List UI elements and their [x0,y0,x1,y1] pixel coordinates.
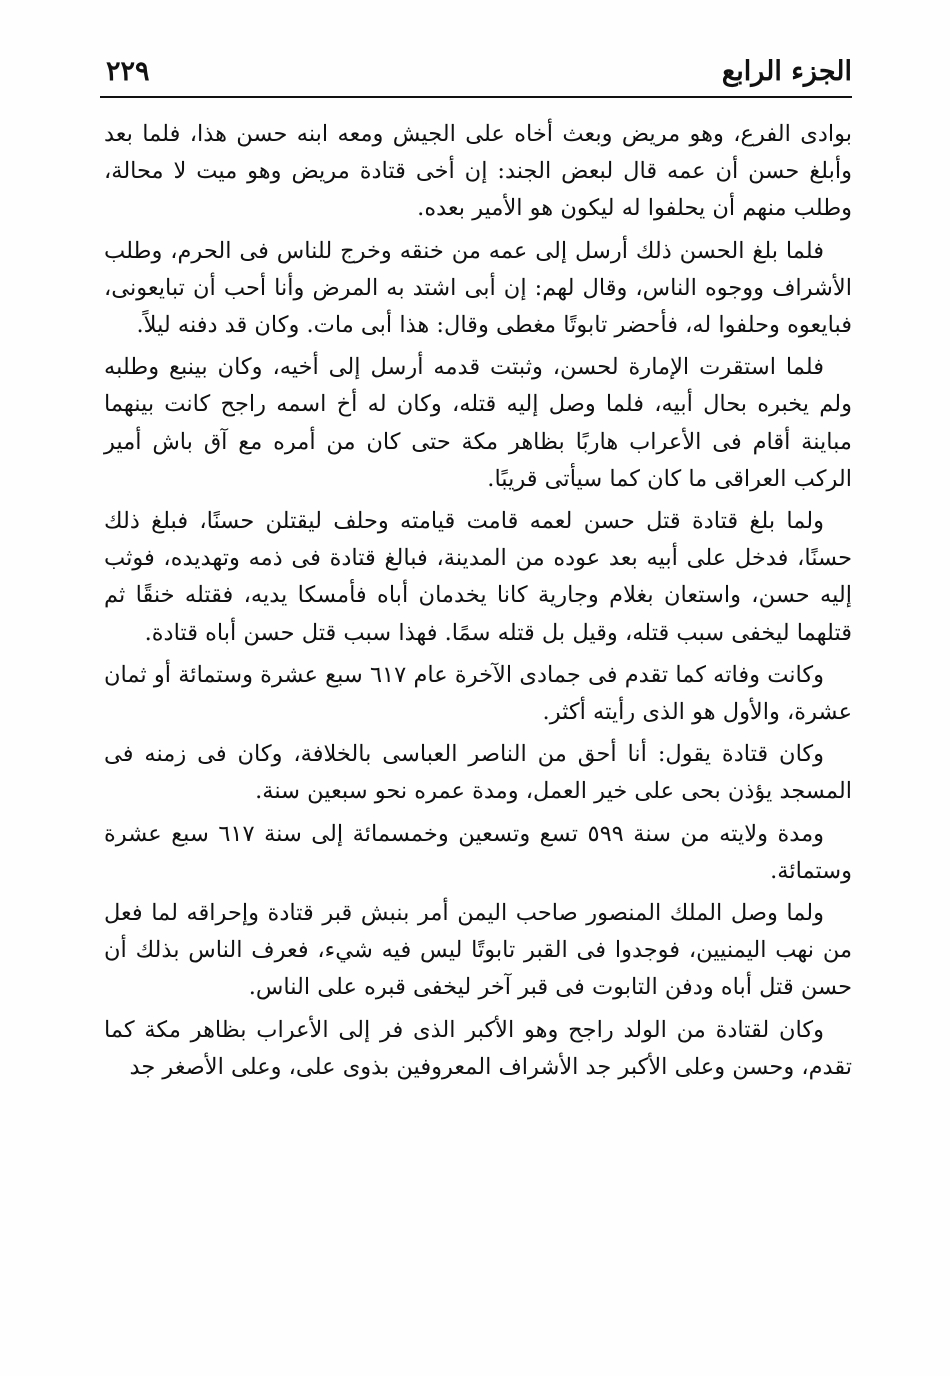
paragraph: ومدة ولايته من سنة ٥٩٩ تسع وتسعين وخمسمائة إلى سنة ٦١٧ سبع عشرة وستمائة. [104,820,852,884]
running-title: الجزء الرابع [721,56,852,87]
paragraph: ولما بلغ قتادة قتل حسن لعمه قامت قيامته وحلف ليقتلن حسنًا، فبلغ ذلك حسنًا، فدخل على أبيه بعد عوده من المدينة، فبالغ قتادة فى ذمه وتهديده، فوثب إليه حسن، واستعان بغلام وجارية كانا يخدمان أباه فأمسكا يديه، فقتله خنقًا ثم قتلهما ليخفى سبب قتله، وقيل بل قتله سمًا. فهذا سبب قتل حسن أباه قتادة. [104,508,852,646]
paragraph: ولما وصل الملك المنصور صاحب اليمن أمر بنبش قبر قتادة وإحراقه لما فعل من نهب اليمنيين، فوجدوا فى القبر تابوتًا ليس فيه شيء، فعرف الناس بذلك أن حسن قتل أباه ودفن التابوت فى قبر آخر ليخفى قبره على الناس. [104,900,852,1001]
paragraph: فلما بلغ الحسن ذلك أرسل إلى عمه من خنقه وخرج للناس فى الحرم، وطلب الأشراف ووجوه الناس، وقال لهم: إن أبى اشتد به المرض وأنا أحب أن تبايعونى، فبايعوه وحلفوا له، فأحضر تابوتًا مغطى وقال: هذا أبى مات. وكان قد دفنه ليلاً. [104,237,852,339]
page-header [100,52,852,98]
paragraph: وكان لقتادة من الولد راجح وهو الأكبر الذى فر إلى الأعراب بظاهر مكة كما تقدم، وحسن وعلى الأكبر جد الأشراف المعروفين بذوى على، وعلى الأصغر جد [104,1016,852,1080]
paragraph: وكانت وفاته كما تقدم فى جمادى الآخرة عام ٦١٧ سبع عشرة وستمائة أو ثمان عشرة، والأول هو الذى رأيته أكثر. [104,661,852,726]
paragraph: بوادى الفرع، وهو مريض وبعث أخاه على الجيش ومعه ابنه حسن هذا، فلما بعد وأبلغ حسن أن عمه قال لبعض الجند: إن أخى قتادة مريض وهو ميت لا محالة، وطلب منهم أن يحلفوا له ليكون هو الأمير بعده. [104,121,852,222]
paragraph: فلما استقرت الإمارة لحسن، وثبتت قدمه أرسل إلى أخيه، وكان بينبع وطلبه ولم يخبره بحال أبيه، فلما وصل إليه قتله، وكان له أخ اسمه راجح كانت بينهما مباينة أقام فى الأعراب هاربًا بظاهر مكة حتى كان من أمره مع آق باش أمير الركب العراقى ما كان كما سيأتى قريبًا. [104,354,852,492]
page-number: ٢٢٩ [106,56,150,87]
body-text [104,116,852,1091]
paragraph: وكان قتادة يقول: أنا أحق من الناصر العباسى بالخلافة، وكان فى زمنه فى المسجد يؤذن بحى على خير العمل، ومدة عمره نحو سبعين سنة. [104,741,852,805]
